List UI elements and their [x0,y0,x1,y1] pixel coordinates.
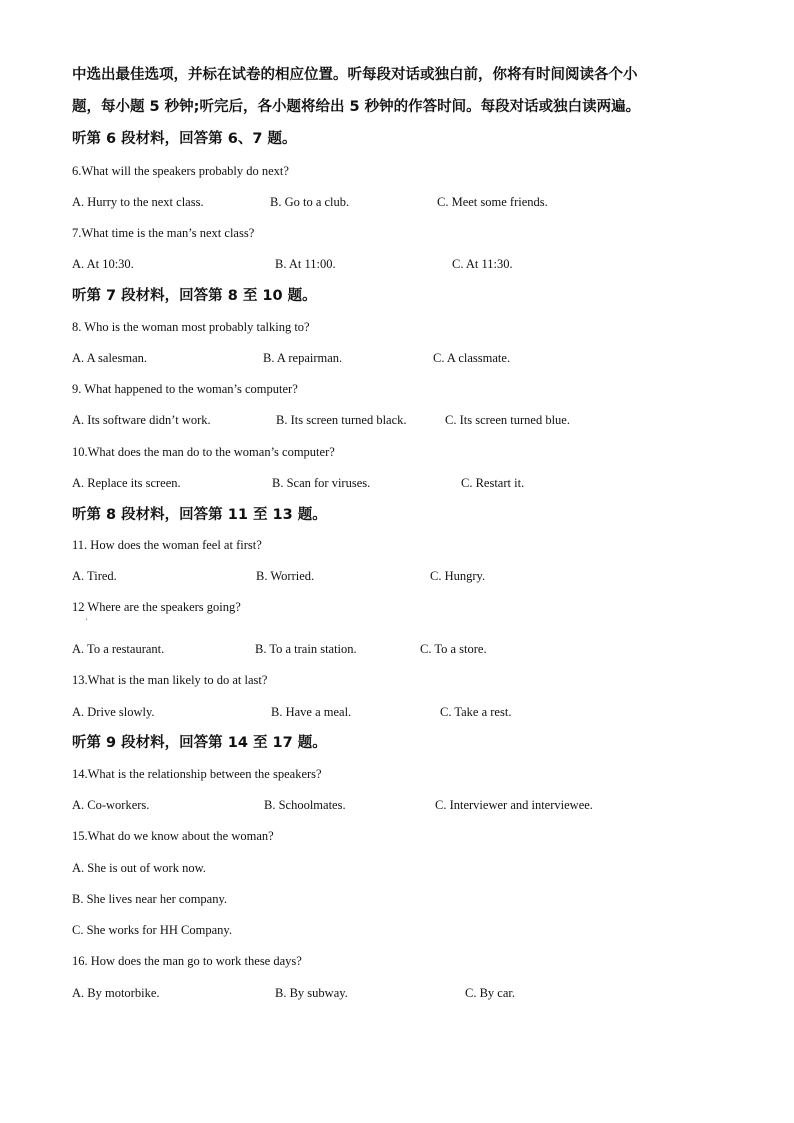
question-10: 10.What does the man do to the woman’s computer? [72,445,335,459]
section-heading: 听第 6 段材料，回答第 6、7 题。 [72,131,297,147]
section-heading: 听第 9 段材料，回答第 14 至 17 题。 [72,735,327,751]
section-heading: 听第 8 段材料，回答第 11 至 13 题。 [72,507,327,523]
question-16: 16. How does the man go to work these days? [72,954,302,968]
question-15-option-c: C. She works for HH Company. [72,923,232,937]
question-10-option-b: B. Scan for viruses. [272,476,371,490]
question-12: 12 Where are the speakers going? [72,600,241,614]
question-16-option-b: B. By subway. [275,986,348,1000]
question-10-option-c: C. Restart it. [461,476,525,490]
question-14: 14.What is the relationship between the speakers? [72,767,322,781]
question-14-option-c: C. Interviewer and interviewee. [435,798,593,812]
question-15-option-b: B. She lives near her company. [72,892,228,906]
question-16-option-a: A. By motorbike. [72,986,160,1000]
question-8: 8. Who is the woman most probably talking to? [72,320,310,334]
stray-mark: ' [86,617,88,626]
question-6-option-b: B. Go to a club. [270,195,350,209]
intro-line-1: 中选出最佳选项，并标在试卷的相应位置。听每段对话或独白前，你将有时间阅读各个小 [72,67,638,83]
question-11-option-b: B. Worried. [256,569,315,583]
question-13: 13.What is the man likely to do at last? [72,673,268,687]
question-8-option-c: C. A classmate. [433,351,511,365]
question-13-option-b: B. Have a meal. [271,705,352,719]
question-6: 6.What will the speakers probably do next? [72,164,289,178]
question-8-option-a: A. A salesman. [72,351,147,365]
question-13-option-a: A. Drive slowly. [72,705,155,719]
intro-line-2: 题，每小题 5 秒钟;听完后，各小题将给出 5 秒钟的作答时间。每段对话或独白读两遍。 [72,99,641,115]
question-8-option-b: B. A repairman. [263,351,343,365]
question-11-option-a: A. Tired. [72,569,117,583]
section-heading: 听第 7 段材料，回答第 8 至 10 题。 [72,288,317,304]
question-14-option-b: B. Schoolmates. [264,798,346,812]
question-6-option-c: C. Meet some friends. [437,195,548,209]
question-7-option-c: C. At 11:30. [452,257,513,271]
question-12-option-b: B. To a train station. [255,642,357,656]
question-6-option-a: A. Hurry to the next class. [72,195,204,209]
question-12-option-c: C. To a store. [420,642,487,656]
question-7-option-b: B. At 11:00. [275,257,336,271]
question-13-option-c: C. Take a rest. [440,705,512,719]
question-11-option-c: C. Hungry. [430,569,486,583]
question-9-option-b: B. Its screen turned black. [276,413,407,427]
question-7: 7.What time is the man’s next class? [72,226,255,240]
question-9-option-a: A. Its software didn’t work. [72,413,211,427]
question-7-option-a: A. At 10:30. [72,257,134,271]
question-9: 9. What happened to the woman’s computer? [72,382,298,396]
question-11: 11. How does the woman feel at first? [72,538,262,552]
question-16-option-c: C. By car. [465,986,515,1000]
question-12-option-a: A. To a restaurant. [72,642,165,656]
question-9-option-c: C. Its screen turned blue. [445,413,570,427]
question-15: 15.What do we know about the woman? [72,829,274,843]
question-14-option-a: A. Co-workers. [72,798,150,812]
question-15-option-a: A. She is out of work now. [72,861,206,875]
question-10-option-a: A. Replace its screen. [72,476,181,490]
